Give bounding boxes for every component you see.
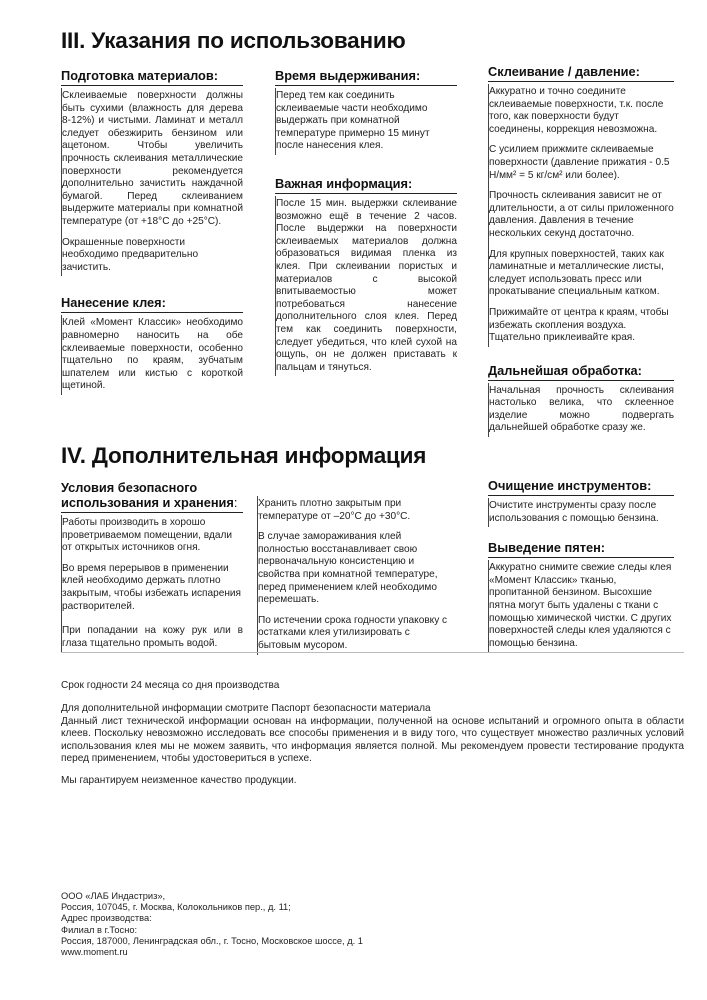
footer-production-label: Адрес производства: [61, 913, 152, 924]
bonding-pressure-paragraph-4: Для крупных поверхностей, таких как ламинатные и металлические листы, следует использовать пресс или прокатывание специальным катком. [489, 248, 664, 298]
section3-title: III. Указания по использованию [61, 28, 406, 53]
footer-company: ООО «ЛАБ Индастриз», [61, 891, 166, 901]
safe-use-paragraph-2: Во время перерывов в применении клей необходимо держать плотно закрытым, чтобы избежать испарения растворителей. [62, 562, 241, 612]
application-paragraph-1: Клей «Момент Классик» необходимо равномерно наносить на обе склеиваемые поверхности, особенно тщательно по краям, зубчатым шпателем или кистью с короткой щетиной. [62, 317, 243, 392]
important-info-box [275, 196, 457, 376]
stain-removal-box [488, 560, 674, 652]
disclaimer-block [61, 703, 684, 766]
stain-removal-paragraph: Аккуратно снимите свежие следы клея «Момент Классик» тканью, пропитанной бензином. Высохшие пятна могут быть удалены с ткани с помощью химической чистки. С других поверхностей следы клея удаляются с помощью бензина. [489, 562, 672, 649]
storage-paragraph-2: В случае замораживания клей полностью восстанавливает свою первоначальную консистенцию и свойства при комнатной температуре, перед применением клей необходимо перемешать. [258, 531, 438, 606]
bonding-pressure-box [488, 84, 674, 347]
holding-time-box [275, 88, 457, 155]
storage-paragraph-1: Хранить плотно закрытым при температуре от –20°С до +30°С. [258, 498, 411, 522]
company-footer [61, 891, 363, 958]
tool-cleaning-heading: Очищение инструментов: [488, 478, 674, 496]
guarantee-note [61, 775, 684, 788]
important-info-heading: Важная информация: [275, 176, 457, 194]
bonding-pressure-paragraph-2: С усилием прижмите склеиваемые поверхности (давление прижатия - 0.5 Н/мм² = 5 кг/см² или более). [489, 144, 670, 181]
further-processing-box [488, 383, 674, 437]
stain-removal-heading: Выведение пятен: [488, 540, 674, 558]
storage-paragraph-3: По истечении срока годности упаковку с остатками клея утилизировать с бытовым мусором. [258, 614, 448, 651]
preparation-box [61, 88, 243, 276]
storage-box [257, 496, 453, 655]
safe-use-storage-heading [61, 480, 243, 513]
bonding-pressure-paragraph-3: Прочность склеивания зависит не от длительности, а от силы приложенного давления. Давления в течение нескольких секунд достаточно. [489, 190, 674, 239]
preparation-paragraph-2: Окрашенные поверхности необходимо предварительно зачистить. [62, 236, 199, 273]
section4-title: IV. Дополнительная информация [61, 443, 427, 468]
footer-branch-label: Филиал в г.Тосно: [61, 924, 138, 935]
bonding-pressure-paragraph-5: Прижимайте от центра к краям, чтобы избежать скопления воздуха. Тщательно приклеивайте края. [489, 306, 669, 344]
guarantee-text: Мы гарантируем неизменное качество продукции. [61, 775, 297, 786]
tool-cleaning-box [488, 498, 674, 527]
safe-use-box [61, 515, 243, 652]
preparation-paragraph-1: Склеиваемые поверхности должны быть сухими (влажность для дерева 8-12%) и чистыми. Ламинат и металл следует обезжирить бензином или ацетоном. Чтобы увеличить прочность склеивания металлические поверхности рекомендуется дополнительно зачистить наждачной бумагой. Перед склеиванием выдержите материалы при комнатной температуре (от +18°С до +25°С). [62, 90, 243, 227]
bonding-pressure-paragraph-1: Аккуратно и точно соедините склеиваемые поверхности, т.к. после того, как поверхности будут соединены, коррекция невозможна. [489, 86, 664, 135]
section3-column-3 [488, 64, 674, 437]
safe-use-heading-colon: : [233, 495, 238, 510]
section3-column-2 [275, 68, 457, 376]
holding-time-paragraph: Перед тем как соединить склеиваемые части необходимо выдержать при комнатной температуре примерно 15 минут после нанесения клея. [276, 90, 430, 152]
section4-column-1 [61, 480, 243, 652]
safe-use-paragraph-1: Работы производить в хорошо проветриваемом помещении, вдали от открытых источников огня. [62, 517, 233, 554]
section-divider [61, 652, 684, 653]
important-info-paragraph: После 15 мин. выдержки склеивание возможно ещё в течение 2 часов. После выдержки на поверхности склеиваемых материалов должна образоваться видимая пленка из клея. При склеивании пористых и материалов с высокой впитываемостью может потребоваться нанесение дополнительного слоя клея. Перед тем как соединить поверхности, следует убедиться, что клей сухой на ощупь, он не должен приставать к пальцам и тянуться. [276, 197, 457, 373]
safe-use-paragraph-3: При попадании на кожу рук или в глаза тщательно промыть водой. [62, 625, 243, 649]
disclaimer-paragraph: Данный лист технической информации основан на информации, полученной на основе испытаний и огромного опыта в области клеев. Поскольку невозможно исследовать все способы применения и в виду того, что существует множество различных условий использования клея мы не можем заявить, что информация является полной. Мы рекомендуем провести тестирование продукта перед применением, чтобы удостовериться в успехе. [61, 715, 684, 765]
further-processing-paragraph: Начальная прочность склеивания настолько велика, что склеенное изделие можно подвергать дальнейшей обработке сразу же. [489, 384, 674, 434]
section3-column-1 [61, 68, 243, 395]
section4-column-3 [488, 478, 674, 652]
further-processing-heading: Дальнейшая обработка: [488, 363, 674, 381]
footer-address: Россия, 107045, г. Москва, Колокольников пер., д. 11; [61, 902, 291, 913]
section4-column-2 [257, 496, 453, 655]
shelf-life-note [61, 680, 684, 693]
tool-cleaning-paragraph: Очистите инструменты сразу после использования с помощью бензина. [489, 500, 659, 524]
preparation-heading: Подготовка материалов: [61, 68, 243, 86]
footer-website-link[interactable]: www.moment.ru [61, 947, 128, 958]
disclaimer-line-1: Для дополнительной информации смотрите Паспорт безопасности материала [61, 703, 431, 714]
shelf-life-text: Срок годности 24 месяца со дня производства [61, 680, 280, 691]
safe-use-heading-line-2: использования и хранения [61, 495, 234, 510]
application-heading: Нанесение клея: [61, 295, 243, 313]
bonding-pressure-heading: Склеивание / давление: [488, 64, 674, 82]
safe-use-heading-line-1: Условия безопасного [61, 480, 198, 495]
holding-time-heading: Время выдерживания: [275, 68, 457, 86]
application-box [61, 315, 243, 395]
footer-branch-address: Россия, 187000, Ленинградская обл., г. Тосно, Московское шоссе, д. 1 [61, 935, 363, 946]
